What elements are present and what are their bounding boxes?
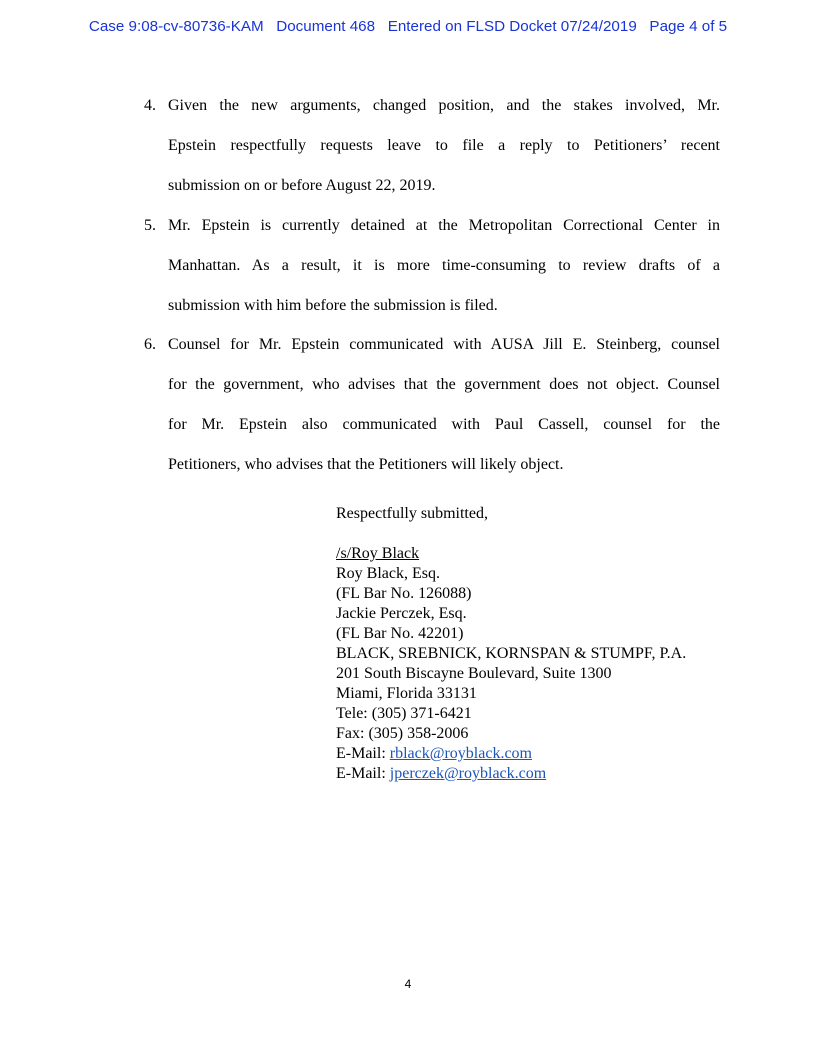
bar-number: (FL Bar No. 126088) <box>336 585 472 602</box>
email-row <box>336 745 532 763</box>
firm-address: 201 South Biscayne Boulevard, Suite 1300 <box>336 665 612 682</box>
paragraph-line: for Mr. Epstein also communicated with Paul Cassell, counsel for the <box>168 416 720 433</box>
paragraph-line: for the government, who advises that the government does not object. Counsel <box>168 376 720 393</box>
attorney-name: Jackie Perczek, Esq. <box>336 605 467 622</box>
page-number: 4 <box>404 977 412 991</box>
bar-number: (FL Bar No. 42201) <box>336 625 464 642</box>
telephone: Tele: (305) 371-6421 <box>336 705 472 722</box>
email-row <box>336 765 546 783</box>
paragraph-line: Epstein respectfully requests leave to file a reply to Petitioners’ recent <box>168 137 720 154</box>
paragraph-number: 6. <box>144 336 156 353</box>
fax: Fax: (305) 358-2006 <box>336 725 469 742</box>
electronic-signature: /s/Roy Black <box>336 545 420 562</box>
paragraph-line: Mr. Epstein is currently detained at the Metropolitan Correctional Center in <box>168 217 720 234</box>
closing: Respectfully submitted, <box>336 505 488 522</box>
email-label: E-Mail: <box>336 765 390 782</box>
paragraph-line: Counsel for Mr. Epstein communicated with AUSA Jill E. Steinberg, counsel <box>168 336 720 353</box>
email-link[interactable]: rblack@royblack.com <box>389 745 532 762</box>
docket-header: Case 9:08-cv-80736-KAM Document 468 Entered on FLSD Docket 07/24/2019 Page 4 of 5 <box>88 18 728 35</box>
paragraph-number: 5. <box>144 217 156 234</box>
email-label: E-Mail: <box>336 745 390 762</box>
paragraph-line: submission with him before the submission is filed. <box>168 297 498 314</box>
paragraph-line: Given the new arguments, changed position, and the stakes involved, Mr. <box>168 97 720 114</box>
email-link[interactable]: jperczek@royblack.com <box>389 765 547 782</box>
paragraph-line: Manhattan. As a result, it is more time-consuming to review drafts of a <box>168 257 720 274</box>
firm-city: Miami, Florida 33131 <box>336 685 477 702</box>
paragraph-number: 4. <box>144 97 156 114</box>
paragraph-line: submission on or before August 22, 2019. <box>168 177 436 194</box>
firm-name: BLACK, SREBNICK, KORNSPAN & STUMPF, P.A. <box>336 645 687 662</box>
paragraph-line: Petitioners, who advises that the Petitioners will likely object. <box>168 456 564 473</box>
attorney-name: Roy Black, Esq. <box>336 565 440 582</box>
